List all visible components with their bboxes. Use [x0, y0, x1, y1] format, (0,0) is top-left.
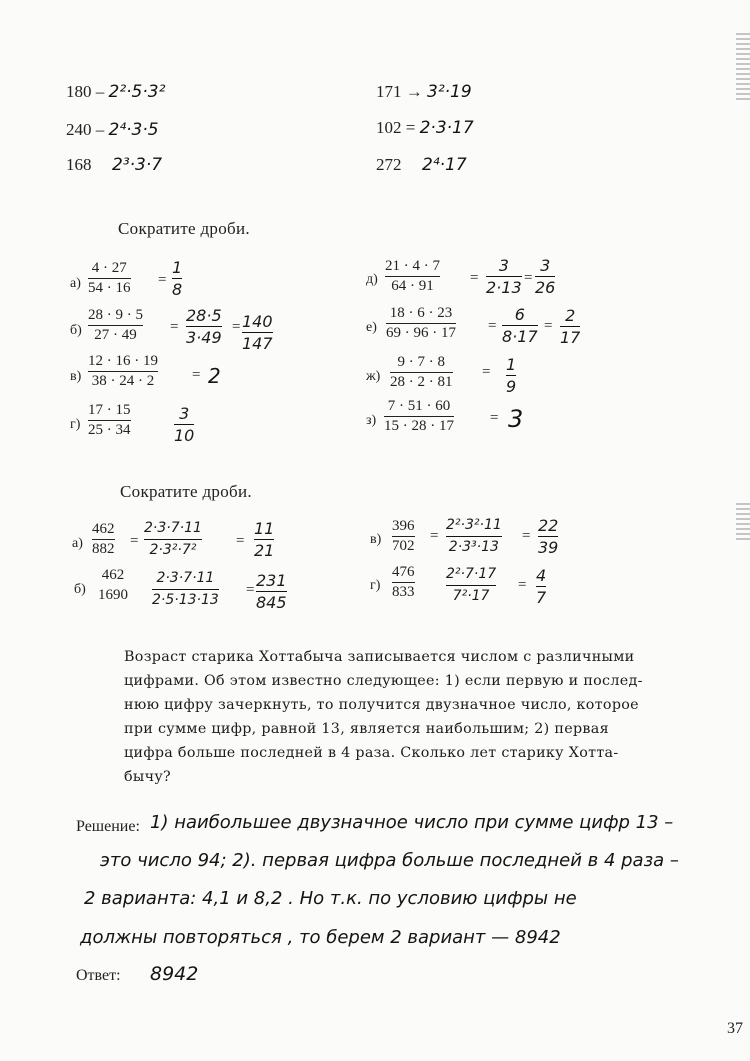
hw-denominator: 2·3²·7² — [149, 542, 197, 558]
hw-fraction-bar — [446, 585, 496, 586]
handwritten-fraction — [486, 256, 522, 297]
hw-denominator: 21 — [254, 541, 275, 560]
hw-fraction-bar — [535, 276, 555, 277]
equals-sign: = — [524, 270, 533, 286]
hw-numerator: 2²·7·17 — [446, 566, 497, 582]
equals-sign: = — [518, 577, 527, 593]
fraction-numerator: 476 — [392, 564, 415, 580]
equals-sign: = — [192, 367, 201, 383]
factor-dash: → — [405, 82, 423, 101]
fraction-bar — [390, 372, 453, 373]
hw-fraction-bar — [538, 536, 558, 537]
handwritten-fraction — [144, 519, 202, 560]
item-label: а) — [72, 536, 83, 551]
handwritten-fraction — [535, 256, 555, 297]
factor-number: 180 — [66, 82, 92, 101]
hw-numerator: 22 — [538, 516, 559, 535]
factor-right-1 — [376, 82, 472, 102]
answer-value: 8942 — [150, 963, 199, 985]
hw-denominator: 7 — [536, 588, 547, 607]
hw-denominator: 7²·17 — [452, 588, 490, 604]
equals-sign: = — [246, 582, 255, 598]
solution-line: должны повторяться , то берем 2 вариант — 8942 — [80, 927, 561, 948]
problem-line: нюю цифру зачеркнуть, то получится двузначное число, которое — [124, 697, 639, 713]
fraction-numerator: 18 · 6 · 23 — [389, 305, 453, 321]
fraction-numerator: 462 — [92, 521, 115, 537]
fraction-numerator: 28 · 9 · 5 — [88, 307, 143, 323]
hw-numerator: 1 — [506, 355, 517, 374]
problem-line: цифра больше последней в 4 раза. Сколько лет старику Хотта- — [124, 745, 619, 761]
equals-sign: = — [488, 318, 497, 334]
hw-denominator: 8 — [172, 280, 183, 299]
hw-fraction-bar — [446, 536, 502, 537]
hw-result: 3 — [508, 405, 524, 433]
handwritten-fraction — [254, 519, 274, 560]
hw-fraction-bar — [144, 539, 202, 540]
factor-dash: – — [95, 120, 105, 139]
equals-sign: = — [522, 528, 531, 544]
hw-numerator: 6 — [514, 305, 525, 324]
fraction-bar — [392, 582, 415, 583]
handwritten-fraction — [174, 404, 194, 445]
factor-number: 272 — [376, 155, 402, 174]
hw-denominator: 9 — [506, 377, 517, 396]
hw-denominator: 8·17 — [502, 327, 538, 346]
factor-left-3 — [66, 155, 162, 175]
handwritten-fraction — [152, 569, 219, 610]
hw-numerator: 3 — [498, 256, 509, 275]
factor-right-2 — [376, 118, 474, 138]
factor-right-3 — [376, 155, 467, 175]
item-label: д) — [366, 272, 378, 287]
hw-numerator: 2·3·7·11 — [156, 570, 215, 586]
fraction-numerator: 4 · 27 — [91, 260, 127, 276]
handwritten-fraction — [502, 305, 538, 346]
hw-denominator: 26 — [535, 278, 556, 297]
handwritten-fraction — [186, 306, 222, 347]
printed-fraction — [88, 260, 131, 297]
fraction-numerator: 9 · 7 · 8 — [397, 354, 445, 370]
hw-fraction-bar — [186, 326, 222, 327]
equals-sign: = — [232, 319, 241, 335]
hw-fraction-bar — [254, 539, 274, 540]
scan-edge-mark-top — [736, 30, 750, 100]
hw-denominator: 2·13 — [486, 278, 522, 297]
printed-fraction — [88, 402, 131, 439]
hw-fraction-bar — [242, 332, 273, 333]
page-number: 37 — [727, 1020, 743, 1037]
printed-fraction — [88, 307, 143, 344]
handwritten-fraction — [536, 566, 546, 607]
equals-sign: = — [470, 270, 479, 286]
hw-denominator: 845 — [256, 593, 287, 612]
word-problem — [124, 645, 696, 789]
hw-numerator: 1 — [172, 258, 183, 277]
hw-numerator: 11 — [254, 519, 275, 538]
fraction-bar — [88, 325, 143, 326]
hw-denominator: 147 — [242, 334, 273, 353]
factor-handwritten: 2⁴·17 — [422, 155, 467, 175]
equals-sign: = — [544, 318, 553, 334]
printed-fraction — [392, 564, 415, 601]
handwritten-fraction — [256, 571, 287, 612]
scan-edge-mark-mid — [736, 500, 750, 540]
factor-number: 240 — [66, 120, 92, 139]
hw-numerator: 2·3·7·11 — [144, 520, 202, 536]
fraction-numerator: 7 · 51 · 60 — [387, 398, 451, 414]
hw-numerator: 4 — [536, 566, 547, 585]
item-label: з) — [366, 413, 377, 428]
fraction-bar — [88, 420, 131, 421]
printed-fraction — [384, 398, 454, 435]
hw-denominator: 3·49 — [186, 328, 222, 347]
hw-fraction-bar — [506, 375, 516, 376]
hw-denominator: 17 — [560, 328, 581, 347]
fraction-denominator: 27 · 49 — [94, 327, 137, 343]
printed-fraction — [98, 567, 128, 604]
equals-sign: = — [430, 528, 439, 544]
problem-line: бычу? — [124, 769, 172, 785]
fraction-numerator: 396 — [392, 518, 415, 534]
item-label: г) — [70, 417, 81, 432]
hw-fraction-bar — [172, 278, 182, 279]
fraction-denominator: 833 — [392, 584, 415, 600]
item-label: в) — [70, 369, 82, 384]
solution-line: это число 94; 2). первая цифра больше последней в 4 раза – — [100, 850, 679, 871]
solution-line: 2 варианта: 4,1 и 8,2 . Но т.к. по условию цифры не — [84, 888, 577, 909]
equals-sign: = — [158, 272, 167, 288]
section1-title: Сократите дроби. — [118, 219, 250, 238]
equals-sign: = — [236, 533, 245, 549]
printed-fraction — [392, 518, 415, 555]
item-label: ж) — [366, 369, 381, 384]
handwritten-fraction — [172, 258, 182, 299]
section2-title: Сократите дроби. — [120, 482, 252, 501]
hw-numerator: 2²·3²·11 — [446, 517, 502, 533]
hw-fraction-bar — [174, 424, 194, 425]
fraction-numerator: 21 · 4 · 7 — [385, 258, 440, 274]
item-label: г) — [370, 578, 381, 593]
solution-line: 1) наибольшее двузначное число при сумме цифр 13 – — [150, 812, 674, 833]
fraction-numerator: 17 · 15 — [88, 402, 131, 418]
hw-numerator: 28·5 — [186, 306, 222, 325]
handwritten-fraction — [446, 565, 496, 606]
factor-number: 102 — [376, 118, 402, 137]
equals-sign: = — [482, 364, 491, 380]
handwritten-fraction — [506, 355, 516, 396]
handwritten-fraction — [242, 312, 273, 353]
hw-denominator: 2·3³·13 — [448, 539, 499, 555]
hw-fraction-bar — [152, 589, 219, 590]
hw-fraction-bar — [502, 325, 538, 326]
factor-handwritten: 2·3·17 — [419, 118, 474, 138]
answer-label: Ответ: — [76, 967, 121, 984]
equals-sign: = — [130, 533, 139, 549]
hw-denominator: 2·5·13·13 — [152, 592, 219, 608]
hw-numerator: 3 — [179, 404, 190, 423]
fraction-bar — [384, 416, 454, 417]
hw-fraction-bar — [536, 586, 546, 587]
hw-numerator: 3 — [540, 256, 551, 275]
fraction-denominator: 1690 — [98, 587, 128, 603]
problem-line: при сумме цифр, равной 13, является наибольшим; 2) первая — [124, 721, 609, 737]
printed-fraction — [88, 353, 158, 390]
handwritten-fraction — [538, 516, 558, 557]
fraction-denominator: 64 · 91 — [391, 278, 434, 294]
fraction-denominator: 25 · 34 — [88, 422, 131, 438]
printed-fraction — [386, 305, 456, 342]
fraction-numerator: 12 · 16 · 19 — [88, 353, 158, 369]
item-label: е) — [366, 320, 377, 335]
factor-dash: = — [405, 118, 416, 137]
fraction-bar — [88, 371, 158, 372]
hw-fraction-bar — [486, 276, 522, 277]
printed-fraction — [385, 258, 440, 295]
fraction-bar — [92, 539, 115, 540]
fraction-bar — [386, 323, 456, 324]
printed-fraction — [92, 521, 115, 558]
problem-line: цифрами. Об этом известно следующее: 1) если первую и послед- — [124, 673, 643, 689]
factor-handwritten: 2³·3·7 — [112, 155, 163, 175]
factor-number: 171 — [376, 82, 402, 101]
item-label: а) — [70, 276, 81, 291]
factor-handwritten: 2²·5·3² — [108, 82, 166, 102]
fraction-denominator: 38 · 24 · 2 — [91, 373, 155, 389]
fraction-denominator: 15 · 28 · 17 — [384, 418, 454, 434]
equals-sign: = — [490, 410, 499, 426]
handwritten-fraction — [560, 306, 580, 347]
fraction-bar — [392, 536, 415, 537]
fraction-denominator: 54 · 16 — [88, 280, 131, 296]
problem-line: Возраст старика Хоттабыча записывается числом с различными — [124, 649, 635, 665]
solution-label: Решение: — [76, 818, 140, 835]
factor-handwritten: 3²·19 — [427, 82, 472, 102]
hw-numerator: 140 — [242, 312, 273, 331]
hw-denominator: 39 — [538, 538, 559, 557]
hw-numerator: 231 — [256, 571, 287, 590]
item-label: б) — [70, 323, 82, 338]
fraction-numerator: 462 — [101, 567, 125, 583]
factor-number: 168 — [66, 155, 92, 174]
equals-sign: = — [170, 319, 179, 335]
factor-dash: – — [95, 82, 105, 101]
item-label: в) — [370, 532, 382, 547]
fraction-denominator: 702 — [392, 538, 415, 554]
handwritten-fraction — [446, 516, 502, 557]
fraction-denominator: 69 · 96 · 17 — [386, 325, 456, 341]
fraction-denominator: 882 — [92, 541, 115, 557]
hw-fraction-bar — [256, 591, 287, 592]
fraction-bar — [88, 278, 131, 279]
hw-numerator: 2 — [565, 306, 576, 325]
hw-result: 2 — [208, 364, 221, 388]
printed-fraction — [390, 354, 453, 391]
hw-denominator: 10 — [174, 426, 195, 445]
fraction-denominator: 28 · 2 · 81 — [390, 374, 453, 390]
factor-left-1 — [66, 82, 165, 102]
item-label: б) — [74, 582, 86, 597]
fraction-bar — [385, 276, 440, 277]
factor-handwritten: 2⁴·3·5 — [108, 120, 159, 140]
factor-left-2 — [66, 120, 159, 140]
hw-fraction-bar — [560, 326, 580, 327]
